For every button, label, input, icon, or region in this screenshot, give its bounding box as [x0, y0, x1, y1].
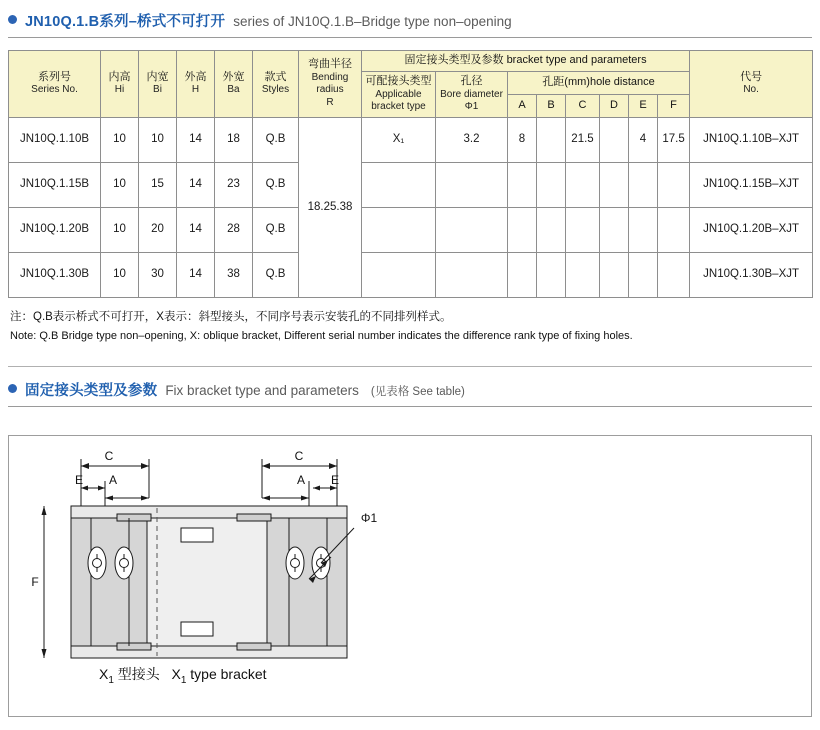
note-cn: 注：Q.B表示桥式不可打开，X表示：斜型接头，不同序号表示安装孔的不同排列样式。 — [10, 310, 452, 323]
cell-C — [566, 207, 600, 252]
cell-series: JN10Q.1.30B — [9, 252, 101, 297]
spec-table-head — [9, 51, 813, 118]
cell-code: JN10Q.1.10B–XJT — [690, 117, 813, 162]
hole-slot-right-1 — [286, 547, 304, 579]
cell-bi: 20 — [139, 207, 177, 252]
caption-en-x: X — [171, 666, 181, 682]
label-F: F — [31, 575, 39, 589]
th-h-en: H — [191, 84, 200, 96]
th-series — [9, 51, 101, 118]
th-bend-cn: 弯曲半径 — [308, 58, 352, 71]
section-title-cn: JN10Q.1.B系列–桥式不可打开 — [25, 14, 226, 30]
cell-h: 14 — [177, 162, 215, 207]
section-title-en: series of JN10Q.1.B–Bridge type non–opening — [233, 14, 512, 29]
th-ba-cn: 外宽 — [222, 70, 245, 83]
cell-B — [537, 162, 566, 207]
cell-h: 14 — [177, 207, 215, 252]
th-col-D: D — [600, 94, 629, 117]
cell-D — [600, 162, 629, 207]
cell-bi: 30 — [139, 252, 177, 297]
dimension-F — [42, 506, 47, 658]
cell-A — [508, 162, 537, 207]
drawing-caption — [99, 664, 267, 686]
cell-series: JN10Q.1.20B — [9, 207, 101, 252]
th-h — [177, 51, 215, 118]
label-A-right: A — [296, 473, 306, 487]
label-phi1: Φ1 — [360, 511, 378, 525]
cell-D — [600, 117, 629, 162]
table-row — [9, 207, 813, 252]
th-code-en: No. — [743, 84, 759, 96]
bullet-icon — [8, 15, 17, 24]
cell-D — [600, 252, 629, 297]
cell-hi: 10 — [101, 162, 139, 207]
cell-B — [537, 252, 566, 297]
th-hi — [101, 51, 139, 118]
th-bracket-group — [362, 51, 690, 72]
cell-E — [629, 252, 658, 297]
cell-series: JN10Q.1.15B — [9, 162, 101, 207]
table-row — [9, 252, 813, 297]
section2-divider — [8, 406, 812, 407]
caption-cn-rest: 型接头 — [113, 666, 160, 682]
cell-ba: 38 — [215, 252, 253, 297]
cell-ba: 23 — [215, 162, 253, 207]
cell-E — [629, 207, 658, 252]
th-col-B: B — [537, 94, 566, 117]
note-en: Note: Q.B Bridge type non–opening, X: oblique bracket, Different serial number indicates the difference rank type of fixing holes. — [10, 329, 633, 342]
section2-title-en: Fix bracket type and parameters — [165, 382, 359, 398]
drawing-panel — [8, 435, 812, 717]
cell-apply — [362, 207, 436, 252]
th-bore-en: Bore diameter — [440, 88, 503, 100]
caption-en-sub: 1 — [180, 674, 187, 686]
th-bracket-group-cn: 固定接头类型及参数 — [404, 54, 504, 66]
th-bend-en3: R — [326, 96, 334, 108]
cell-A: 8 — [508, 117, 537, 162]
label-E-right: E — [330, 473, 340, 487]
cell-F — [658, 252, 690, 297]
section-header-bracket — [0, 379, 820, 400]
cell-h: 14 — [177, 117, 215, 162]
section2-title-cn: 固定接头类型及参数 — [25, 382, 158, 399]
cell-styles: Q.B — [253, 117, 299, 162]
caption-cn-x: X — [99, 666, 109, 682]
spec-table-body — [9, 117, 813, 297]
th-bore-cn: 孔径 — [460, 74, 483, 87]
cell-C — [566, 252, 600, 297]
th-code-cn: 代号 — [740, 70, 763, 83]
page-root — [0, 10, 820, 730]
cell-bi: 15 — [139, 162, 177, 207]
cell-D — [600, 207, 629, 252]
th-series-en: Series No. — [31, 84, 78, 96]
cell-C — [566, 162, 600, 207]
cell-ba: 28 — [215, 207, 253, 252]
th-bore-sym: Φ1 — [464, 101, 479, 112]
spec-table — [8, 50, 813, 298]
cell-apply — [362, 162, 436, 207]
th-hi-cn: 内高 — [108, 70, 131, 83]
cell-bending-radius: 18.25.38 — [299, 117, 362, 297]
hole-slot-left-2 — [115, 547, 133, 579]
section-header-series — [0, 10, 820, 31]
cell-C: 21.5 — [566, 117, 600, 162]
cell-A — [508, 252, 537, 297]
cell-hi: 10 — [101, 117, 139, 162]
cell-bore — [436, 252, 508, 297]
cell-h: 14 — [177, 252, 215, 297]
th-styles-cn: 款式 — [264, 70, 287, 83]
th-bend-en2: radius — [316, 84, 344, 96]
cell-code: JN10Q.1.30B–XJT — [690, 252, 813, 297]
th-bi-cn: 内宽 — [146, 70, 169, 83]
th-ba — [215, 51, 253, 118]
bullet-icon — [8, 384, 17, 393]
section2-see-table: (见表格 See table) — [370, 385, 465, 398]
cell-hi: 10 — [101, 252, 139, 297]
label-A-left: A — [108, 473, 118, 487]
cell-bore — [436, 207, 508, 252]
cell-series: JN10Q.1.10B — [9, 117, 101, 162]
section2-divider-top — [8, 366, 812, 367]
label-E-left: E — [74, 473, 84, 487]
cell-F — [658, 162, 690, 207]
caption-en-rest: type bracket — [186, 666, 267, 682]
cell-bore — [436, 162, 508, 207]
th-apply-en2: bracket type — [371, 101, 426, 112]
cell-A — [508, 207, 537, 252]
cell-styles: Q.B — [253, 162, 299, 207]
th-col-F: F — [658, 94, 690, 117]
table-row — [9, 117, 813, 162]
th-bending-radius — [299, 51, 362, 118]
th-hole-distance-label: 孔距(mm)hole distance — [542, 75, 655, 88]
cell-styles: Q.B — [253, 207, 299, 252]
th-bracket-group-en: bracket type and parameters — [506, 54, 647, 66]
cell-E — [629, 162, 658, 207]
th-col-C: C — [566, 94, 600, 117]
cell-F — [658, 207, 690, 252]
th-hi-en: Hi — [114, 84, 125, 96]
section-divider — [8, 37, 812, 38]
hole-slot-left-1 — [88, 547, 106, 579]
th-bore-diameter — [436, 71, 508, 117]
th-bi-en: Bi — [153, 84, 162, 96]
th-series-cn: 系列号 — [38, 70, 71, 83]
th-h-cn: 外高 — [184, 70, 207, 83]
th-col-A: A — [508, 94, 537, 117]
label-C-left: C — [104, 449, 114, 463]
th-bi — [139, 51, 177, 118]
cell-B — [537, 117, 566, 162]
notes-block — [10, 307, 810, 346]
th-apply-en1: Applicable — [375, 88, 422, 100]
th-bend-en1: Bending — [311, 71, 349, 83]
th-styles-en: Styles — [261, 84, 290, 96]
th-hole-distance — [508, 71, 690, 94]
cell-code: JN10Q.1.20B–XJT — [690, 207, 813, 252]
th-applicable-bracket — [362, 71, 436, 117]
cell-bore: 3.2 — [436, 117, 508, 162]
caption-cn-sub: 1 — [108, 674, 114, 686]
cell-styles: Q.B — [253, 252, 299, 297]
th-ba-en: Ba — [227, 84, 240, 96]
cell-apply — [362, 252, 436, 297]
cell-ba: 18 — [215, 117, 253, 162]
cell-F: 17.5 — [658, 117, 690, 162]
th-col-E: E — [629, 94, 658, 117]
cell-code: JN10Q.1.15B–XJT — [690, 162, 813, 207]
table-row — [9, 162, 813, 207]
th-code — [690, 51, 813, 118]
th-apply-cn: 可配接头类型 — [365, 74, 432, 87]
cell-apply: X₁ — [362, 117, 436, 162]
cell-B — [537, 207, 566, 252]
cell-E: 4 — [629, 117, 658, 162]
th-styles — [253, 51, 299, 118]
cell-bi: 10 — [139, 117, 177, 162]
label-C-right: C — [294, 449, 304, 463]
header-row-1 — [9, 51, 813, 72]
cell-hi: 10 — [101, 207, 139, 252]
